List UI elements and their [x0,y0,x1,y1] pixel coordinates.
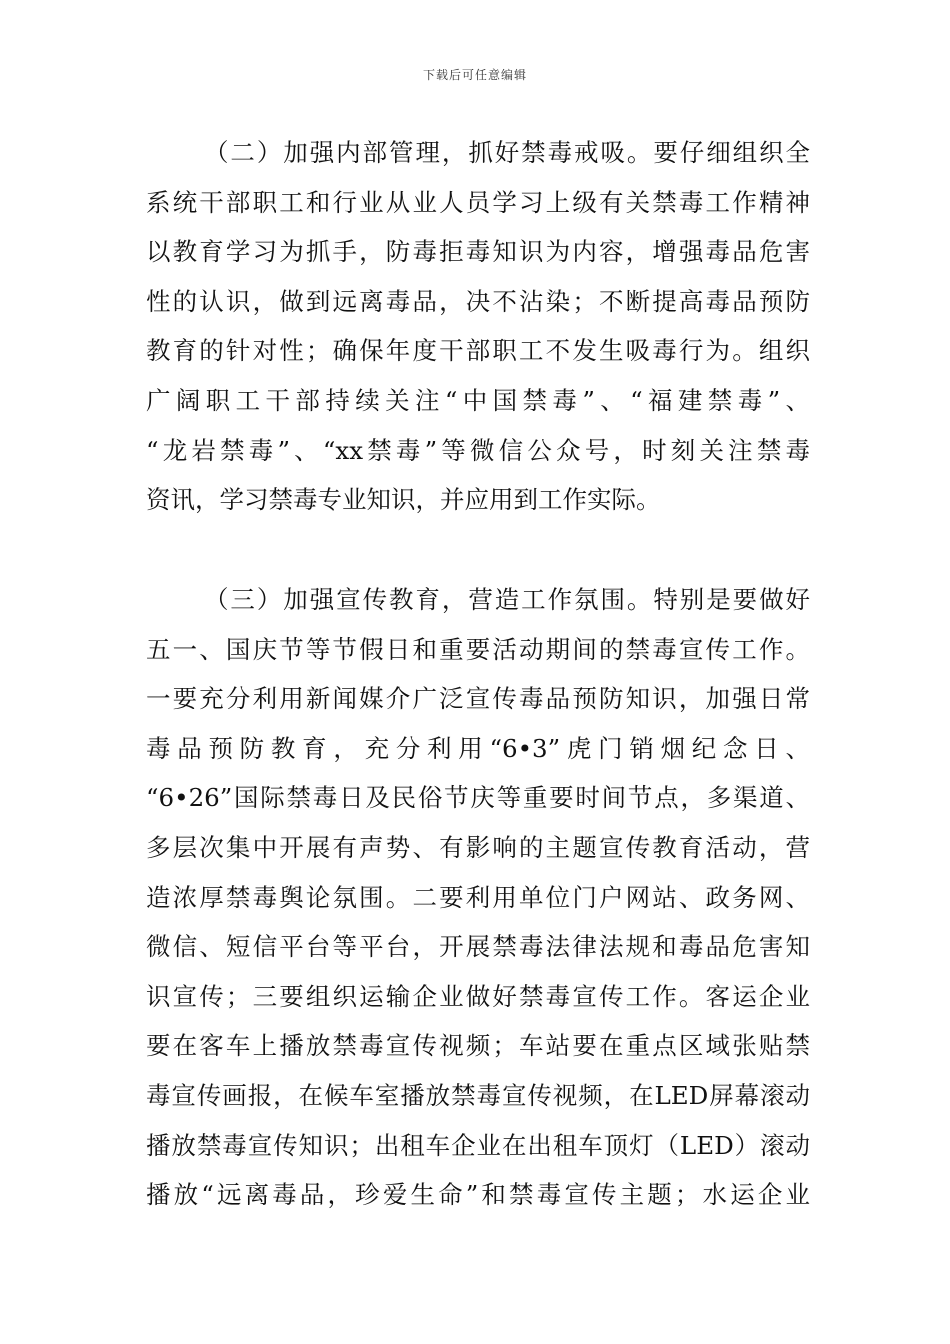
text-line: 造浓厚禁毒舆论氛围。二要利用单位门户网站、政务网、 [146,882,810,912]
text-line: （二）加强内部管理，抓好禁毒戒吸。要仔细组织全 [204,138,810,167]
text-line: 播放“远离毒品，珍爱生命”和禁毒宣传主题；水运企业 [146,1180,810,1210]
text-line: 一要充分利用新闻媒介广泛宣传毒品预防知识，加强日常 [146,684,810,714]
text-line: （三）加强宣传教育，营造工作氛围。特别是要做好 [204,585,810,614]
text-line: 以教育学习为抓手，防毒拒毒知识为内容，增强毒品危害 [146,237,810,267]
text-line: “6•26”国际禁毒日及民俗节庆等重要时间节点，多渠道、 [146,783,810,813]
header-note: 下载后可任意编辑 [422,68,527,82]
text-line: 识宣传；三要组织运输企业做好禁毒宣传工作。客运企业 [146,981,810,1011]
text-line: 毒品预防教育，充分利用“6•3”虎门销烟纪念日、 [146,733,810,763]
text-line: 资讯，学习禁毒专业知识，并应用到工作实际。 [146,485,661,515]
text-line: 广阔职工干部持续关注“中国禁毒”、“福建禁毒”、 [146,385,810,415]
text-line: 毒宣传画报，在候车室播放禁毒宣传视频，在LED屏幕滚动 [146,1080,810,1110]
text-line: 要在客车上播放禁毒宣传视频；车站要在重点区域张贴禁 [146,1031,810,1061]
text-line: 教育的针对性；确保年度干部职工不发生吸毒行为。组织 [146,336,810,366]
text-line: “龙岩禁毒”、“xx禁毒”等微信公众号，时刻关注禁毒 [146,435,810,465]
paragraph-section-3 [146,575,810,1220]
text-line: 微信、短信平台等平台，开展禁毒法律法规和毒品危害知 [146,932,810,962]
text-line: 多层次集中开展有声势、有影响的主题宣传教育活动，营 [146,832,810,862]
text-line: 系统干部职工和行业从业人员学习上级有关禁毒工作精神 [146,187,810,217]
text-line: 性的认识，做到远离毒品，决不沾染；不断提高毒品预防 [146,286,810,316]
paragraph-section-2 [146,128,810,525]
text-line: 播放禁毒宣传知识；出租车企业在出租车顶灯（LED）滚动 [146,1130,810,1160]
text-line: 五一、国庆节等节假日和重要活动期间的禁毒宣传工作。 [146,634,810,664]
